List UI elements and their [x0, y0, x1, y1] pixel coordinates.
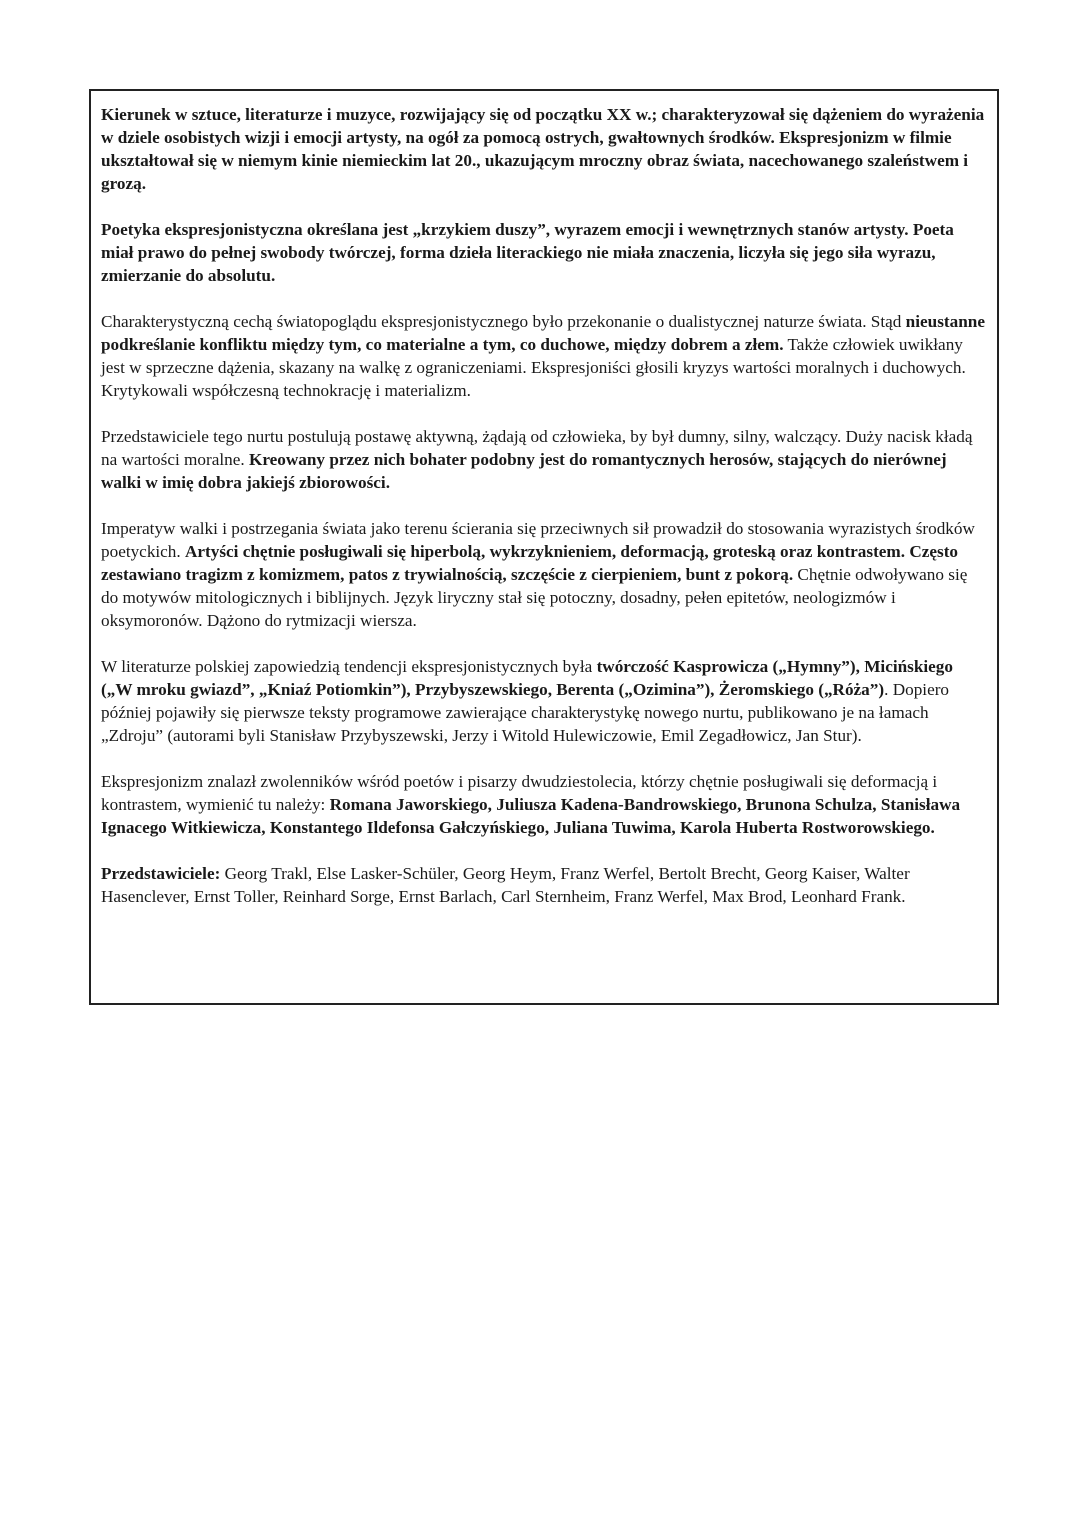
paragraph-attitude: [101, 425, 987, 494]
text-segment: W literaturze polskiej zapowiedzią tendencji ekspresjonistycznych była: [101, 657, 597, 676]
text-segment: Kierunek w sztuce, literaturze i muzyce, rozwijający się od początku XX w.; charakteryzował się dążeniem do wyrażenia w dziele osobistych wizji i emocji artysty, na ogół za pomocą ostrych, gwałtownych środków. Ekspresjonizm w filmie ukształtował się w niemym kinie niemieckim lat 20., ukazującym mroczny obraz świata, nacechowanego szaleństwem i grozą.: [101, 105, 985, 193]
text-segment: . Dopiero później pojawiły się pierwsze teksty programowe zawierające charakterystykę nowego nurtu, publikowano je na łamach „Zdroju” (autorami byli Stanisław Przybyszewski, Jerzy i Witold Hulewiczowie, Emil Zegadłowicz, Jan Stur).: [101, 680, 950, 745]
paragraph-polish-literature: [101, 655, 987, 747]
paragraph-poetic-means: [101, 517, 987, 632]
paragraph-definition: [101, 103, 987, 195]
text-segment: Imperatyw walki i postrzegania świata jako terenu ścierania się przeciwnych sił prowadził do stosowania wyrazistych środków poetyckich.: [101, 519, 975, 561]
text-segment: Chętnie odwoływano się do motywów mitologicznych i biblijnych. Język liryczny stał się potoczny, dosadny, pełen epitetów, neologizmów i oksymoronów. Dążono do rytmizacji wiersza.: [101, 565, 968, 630]
text-segment: twórczość Kasprowicza („Hymny”), Micińskiego („W mroku gwiazd”, „Kniaź Potiomkin”), Przybyszewskiego, Berenta („Ozimina”), Żeromskiego („Róża”): [101, 657, 953, 699]
text-segment: nieustanne podkreślanie konfliktu między tym, co materialne a tym, co duchowe, między dobrem a złem.: [101, 312, 985, 354]
paragraph-worldview: [101, 310, 987, 402]
text-segment: Przedstawiciele tego nurtu postulują postawę aktywną, żądają od człowieka, by był dumny, silny, walczący. Duży nacisk kładą na wartości moralne.: [101, 427, 973, 469]
text-segment: Artyści chętnie posługiwali się hiperbolą, wykrzyknieniem, deformacją, groteską oraz kontrastem. Często zestawiano tragizm z komizmem, patos z trywialnością, szczęście z cierpieniem, bunt z pokorą.: [101, 542, 959, 584]
text-segment: Także człowiek uwikłany jest w sprzeczne dążenia, skazany na walkę z ograniczeniami. Ekspresjoniści głosili kryzys wartości moralnych i duchowych. Krytykowali współczesną technokrację i materializm.: [101, 335, 966, 400]
text-segment: Przedstawiciele:: [101, 864, 221, 883]
paragraph-representatives: [101, 862, 987, 908]
paragraph-poetics: [101, 218, 987, 287]
text-segment: Poetyka ekspresjonistyczna określana jest „krzykiem duszy”, wyrazem emocji i wewnętrznych stanów artysty. Poeta miał prawo do pełnej swobody twórczej, forma dzieła literackiego nie miała znaczenia, liczyła się jego siła wyrazu, zmierzanie do absolutu.: [101, 220, 954, 285]
paragraph-interwar-followers: [101, 770, 987, 839]
text-segment: Georg Trakl, Else Lasker-Schüler, Georg Heym, Franz Werfel, Bertolt Brecht, Georg Kaiser, Walter Hasenclever, Ernst Toller, Reinhard Sorge, Ernst Barlach, Carl Sternheim, Franz Werfel, Max Brod, Leonhard Frank.: [101, 864, 910, 906]
document-text-box: [89, 89, 999, 1005]
text-segment: Kreowany przez nich bohater podobny jest do romantycznych herosów, stających do nierównej walki w imię dobra jakiejś zbiorowości.: [101, 450, 947, 492]
text-segment: Romana Jaworskiego, Juliusza Kadena-Bandrowskiego, Brunona Schulza, Stanisława Ignacego Witkiewicza, Konstantego Ildefonsa Gałczyńskiego, Juliana Tuwima, Karola Huberta Rostworowskiego.: [101, 795, 961, 837]
text-segment: Ekspresjonizm znalazł zwolenników wśród poetów i pisarzy dwudziestolecia, którzy chętnie posługiwali się deformacją i kontrastem, wymienić tu należy:: [101, 772, 938, 814]
text-segment: Charakterystyczną cechą światopoglądu ekspresjonistycznego było przekonanie o dualistycznej naturze świata. Stąd: [101, 312, 906, 331]
